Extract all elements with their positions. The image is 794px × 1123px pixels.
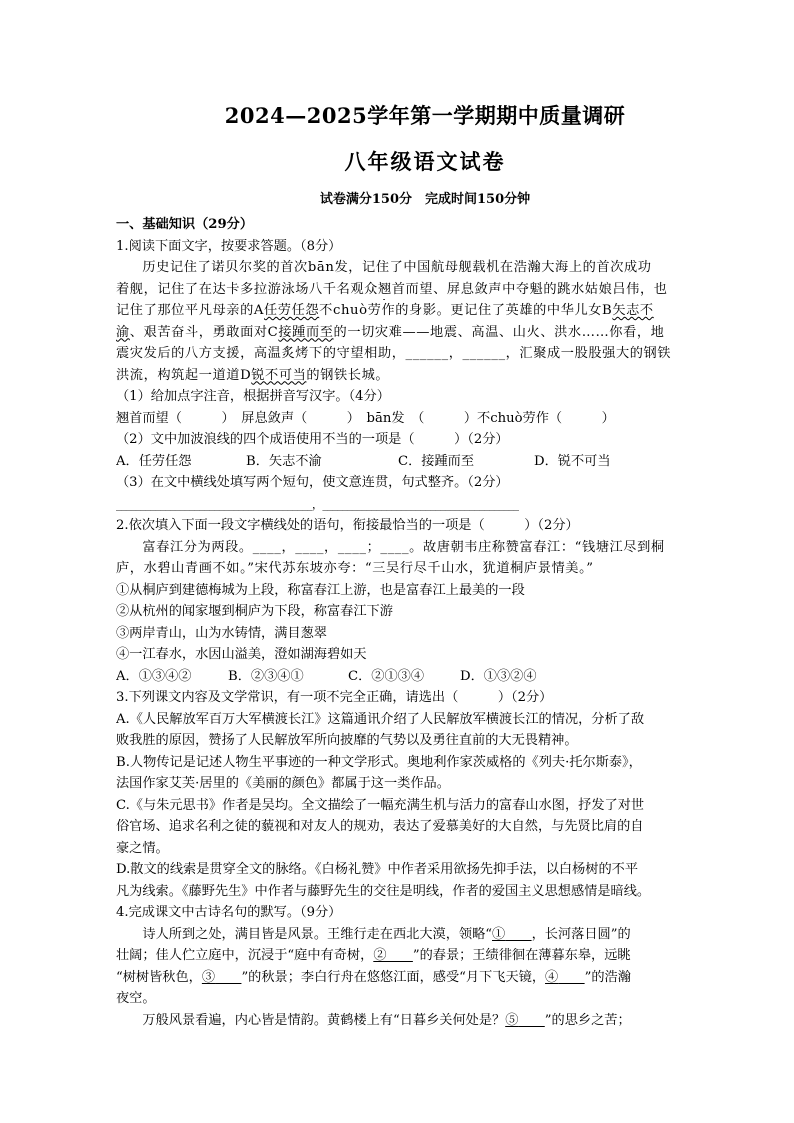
text: ，长河落日圆”的 bbox=[531, 926, 631, 942]
text: 诗人所到之处，满目皆是风景。王维行走在西北大漠，领略“ bbox=[142, 926, 493, 942]
text: 不 bbox=[319, 303, 333, 318]
q4-line: 夜空。 bbox=[116, 991, 156, 1006]
q3-option-c: 俗官场、追求名利之徒的藐视和对友人的规劝，表达了爱慕美好的大自然，与先贤比肩的自 bbox=[116, 819, 644, 834]
option: D．①③②④ bbox=[460, 668, 537, 684]
q1-passage-line: 震灾发后的八方支援，高温炙烤下的守望相助，______，______，汇聚成一股股强大的钢铁 bbox=[116, 346, 672, 361]
q3-option-a: A.《人民解放军百万大军横渡长江》这篇通讯介绍了人民解放军横渡长江的情况，分析了敌 bbox=[116, 711, 645, 727]
wavy-idiom: 任劳任怨 bbox=[264, 303, 320, 318]
q1-passage-line bbox=[116, 257, 734, 279]
q1-sub1-items: 翘首而望（ ） 屏息敛声（ ） bān发 （ ）不chuò劳作（ ） bbox=[116, 410, 615, 426]
text: 首而望、屏息敛声中夺魁的跳水姑娘吕伟，也 bbox=[391, 281, 668, 297]
exam-subtitle: 八年级语文试卷 bbox=[344, 149, 506, 174]
q4-line bbox=[116, 1010, 734, 1032]
option: B．矢志不渝 bbox=[246, 453, 322, 469]
option: B．②③④① bbox=[228, 668, 304, 684]
q2-options bbox=[116, 666, 734, 688]
q3-option-c: 豪之情。 bbox=[116, 840, 169, 856]
blank-number: ① bbox=[492, 926, 506, 942]
text: 万般风景看遍，内心皆是情韵。黄鹤楼上有“日暮乡关何处是？ bbox=[142, 1012, 506, 1028]
q2-stem: 2.依次填入下面一段文字横线处的语句，衔接最恰当的一项是（ ）（2分） bbox=[116, 518, 579, 533]
exam-body bbox=[116, 214, 734, 1031]
q4-line bbox=[116, 967, 734, 989]
q1-passage-line bbox=[116, 279, 734, 301]
text: 洪流，构筑起一道道D bbox=[116, 367, 252, 383]
q3-option-a: 败我胜的原因，赞扬了人民解放军所向披靡的气势以及勇往直前的大无畏精神。 bbox=[116, 733, 578, 748]
blank-4[interactable] bbox=[545, 970, 585, 985]
section-heading: 一、基础知识（29分） bbox=[116, 217, 254, 232]
q4-line bbox=[116, 945, 734, 967]
wavy-idiom: 锐不可当 bbox=[251, 367, 307, 383]
blank-number: ⑤ bbox=[505, 1012, 519, 1028]
text: 、艰苦奋斗，勇敢面对C bbox=[129, 324, 279, 340]
option: A．任劳任怨 bbox=[116, 453, 192, 469]
q1-passage-line bbox=[116, 322, 734, 344]
q1-passage-line bbox=[116, 300, 734, 322]
text: ”的秋景；李白行舟在悠悠江面，感受“月下飞天镜， bbox=[241, 969, 546, 985]
text: ”的思乡之苦； bbox=[544, 1012, 631, 1028]
blank-3[interactable] bbox=[202, 970, 242, 985]
q3-option-c: C.《与朱元思书》作者是吴均。全文描绘了一幅充满生机与活力的富春山水图，抒发了对世 bbox=[116, 797, 645, 813]
option: C．②①③④ bbox=[348, 668, 425, 684]
text: “树树皆秋色， bbox=[116, 969, 202, 985]
q1-sub3-answer-line[interactable]: ________________________________________，________________________________________ bbox=[116, 497, 519, 511]
option: A．①③④② bbox=[116, 668, 192, 684]
option: C．接踵而至 bbox=[398, 453, 475, 469]
text: 的一切灾难——地震、高温、山火、洪水……你看，地 bbox=[333, 324, 665, 340]
blank-number: ③ bbox=[201, 969, 216, 985]
q1-sub1: （1）给加点字注音，根据拼音写汉字。（4分） bbox=[116, 389, 390, 404]
q4-stem: 4.完成课文中古诗名句的默写。（9分） bbox=[116, 905, 342, 920]
q2-item: ④一江春水，水因山溢美，澄如湖海碧如天 bbox=[116, 647, 367, 662]
q3-stem: 3.下列课文内容及文学常识，有一项不完全正确，请选出（ ）（2分） bbox=[116, 690, 553, 705]
q1-sub3: （3）在文中横线处填写两个短句，使文意连贯，句式整齐。（2分） bbox=[116, 475, 509, 490]
text: 发，记住了中国航母舰载机在浩瀚大海上的首次成功 bbox=[334, 260, 652, 275]
text: ”的浩瀚 bbox=[584, 969, 631, 985]
wavy-idiom: 渝 bbox=[116, 324, 130, 340]
text: 的钢铁长城。 bbox=[306, 367, 390, 383]
blank-number: ④ bbox=[545, 969, 559, 985]
option: D．锐不可当 bbox=[534, 453, 611, 469]
q2-passage-line: 富春江分为两段。____，____，____；____。故唐朝韦庄称赞富春江：“钱塘江尽到桐 bbox=[142, 539, 665, 555]
text: 历史记住了诺贝尔奖的首次 bbox=[142, 260, 308, 275]
q2-item: ①从桐庐到建德梅城为上段，称富春江上游，也是富春江上最美的一段 bbox=[116, 582, 525, 598]
q3-option-d: 凡为线索。《藤野先生》中作者与藤野先生的交往是明线，作者的爱国主义思想感情是暗线。 bbox=[116, 883, 651, 899]
pinyin: bān bbox=[307, 260, 335, 275]
q2-passage-line: 庐，水碧山青画不如。”宋代苏东坡亦夸：“三吴行尽千山水，犹道桐庐景情美。” bbox=[116, 561, 594, 576]
q2-item: ②从杭州的闻家堰到桐庐为下段，称富春江下游 bbox=[116, 604, 393, 619]
exam-meta: 试卷满分150分 完成时间150分钟 bbox=[319, 192, 531, 207]
text: 着舰，记住了在达卡多拉游泳场八千名观众 bbox=[116, 281, 378, 297]
q2-item: ③两岸青山，山为水铸情，满目葱翠 bbox=[116, 625, 327, 641]
q4-line bbox=[116, 924, 734, 946]
blank-2[interactable] bbox=[373, 948, 413, 963]
blank-5[interactable] bbox=[505, 1013, 545, 1028]
text: 记住了那位平凡母亲的A bbox=[116, 303, 264, 318]
blank-number: ② bbox=[373, 948, 387, 963]
wavy-idiom: 矢志不 bbox=[612, 303, 654, 318]
q1-stem: 1.阅读下面文字，按要求答题。（8分） bbox=[116, 238, 342, 254]
dotted-char: 翘 bbox=[377, 281, 392, 297]
pinyin: chuò bbox=[332, 303, 368, 318]
q3-option-b: 法国作家艾芙·居里的《美丽的颜色》都属于这一类作品。 bbox=[116, 776, 450, 791]
blank-1[interactable] bbox=[492, 927, 532, 942]
q3-option-b: B.人物传记是记述人物生平事迹的一种文学形式。奥地利作家茨威格的《列夫·托尔斯泰》， bbox=[116, 754, 642, 770]
exam-title: 2024—2025学年第一学期期中质量调研 bbox=[224, 103, 626, 128]
text: ”的春景；王绩徘徊在薄暮东皋，远眺 bbox=[412, 948, 631, 963]
q1-passage-line bbox=[116, 365, 734, 387]
wavy-idiom: 接踵而至 bbox=[278, 324, 334, 340]
text: 壮阔；佳人伫立庭中，沉浸于“庭中有奇树， bbox=[116, 948, 374, 963]
q1-sub2-options bbox=[116, 451, 734, 473]
q1-sub2: （2）文中加波浪线的四个成语使用不当的一项是（ ）（2分） bbox=[116, 432, 509, 447]
text: 劳作的身影。更记住了英雄的中华儿女B bbox=[367, 303, 613, 318]
q3-option-d: D.散文的线索是贯穿全文的脉络。《白杨礼赞》中作者采用欲扬先抑手法，以白杨树的不平 bbox=[116, 862, 639, 877]
